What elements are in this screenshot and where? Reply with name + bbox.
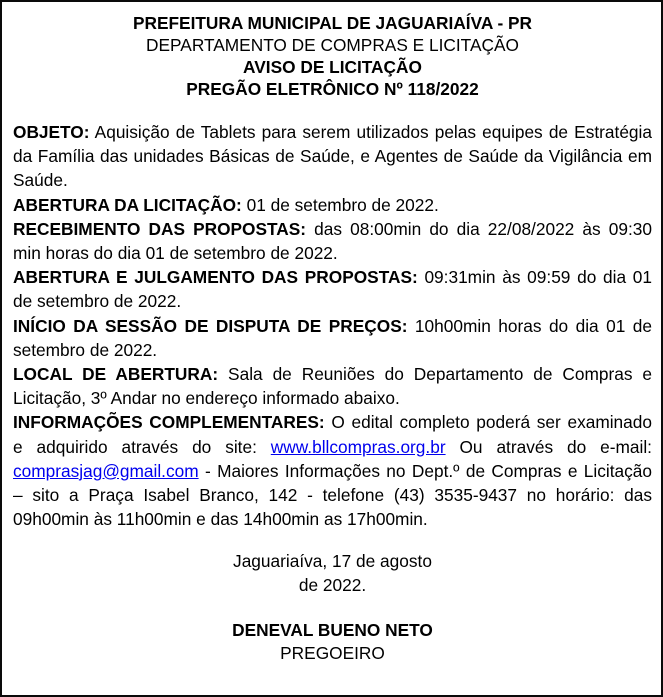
recebimento-propostas-text: das 08:00min do dia 22/08/2022 às 09:30 min horas do dia 01 de setembro de 2022.	[13, 218, 652, 264]
informacoes-text-before-site: O edital completo poderá ser examinado e adquirido através do site:	[13, 412, 653, 457]
abertura-julgamento-label: ABERTURA E JULGAMENTO DAS PROPOSTAS:	[13, 267, 418, 288]
header-municipality: PREFEITURA MUNICIPAL DE JAGUARIAÍVA - PR	[132, 13, 533, 33]
header-notice-type: AVISO DE LICITAÇÃO	[243, 57, 422, 77]
local-abertura-text: Sala de Reuniões do Departamento de Compras e Licitação, 3º Andar no endereço informado abaixo.	[13, 364, 653, 409]
email-link[interactable]: comprasjag@gmail.com	[13, 460, 199, 481]
date-line-1: Jaguariaíva, 17 de agosto	[233, 551, 432, 572]
paragraph-objeto	[13, 120, 652, 193]
date-line-2: de 2022.	[298, 575, 367, 596]
date-block	[13, 549, 652, 597]
objeto-label: OBJETO:	[13, 122, 90, 142]
header-department: DEPARTAMENTO DE COMPRAS E LICITAÇÃO	[146, 35, 519, 55]
document-footer	[13, 549, 652, 665]
abertura-licitacao-text: 01 de setembro de 2022.	[241, 194, 439, 215]
abertura-licitacao-label: ABERTURA DA LICITAÇÃO:	[13, 194, 242, 215]
objeto-text: Aquisição de Tablets para serem utilizados pelas equipes de Estratégia da Família das unidades Básicas de Saúde, e Agentes de Saúde da Vigilância em Saúde.	[13, 122, 652, 191]
informacoes-complementares-label: INFORMAÇÕES COMPLEMENTARES:	[13, 412, 325, 433]
site-link[interactable]: www.bllcompras.org.br	[270, 436, 446, 457]
document-header	[13, 12, 652, 100]
signature-role: PREGOEIRO	[280, 643, 385, 664]
informacoes-text-before-email: Ou através do e-mail:	[445, 436, 652, 457]
header-auction-number: PREGÃO ELETRÔNICO Nº 118/2022	[186, 79, 479, 99]
inicio-disputa-label: INÍCIO DA SESSÃO DE DISPUTA DE PREÇOS:	[13, 315, 408, 336]
paragraph-recebimento-propostas	[13, 217, 652, 265]
paragraph-abertura-licitacao	[13, 193, 652, 217]
paragraph-abertura-julgamento	[13, 265, 652, 313]
paragraph-informacoes-complementares	[13, 410, 652, 531]
paragraph-inicio-disputa	[13, 314, 652, 362]
local-abertura-label: LOCAL DE ABERTURA:	[13, 364, 219, 385]
informacoes-text-after-email: - Maiores Informações no Dept.º de Compras e Licitação – sito a Praça Isabel Branco, 142 - telefone (43) 3535-9437 no horário: das 09h00min às 11h00min e das 14h00min as 17h00min.	[13, 460, 652, 530]
document-body	[13, 120, 652, 531]
paragraph-local-abertura	[13, 362, 652, 410]
signature-block	[13, 619, 652, 665]
inicio-disputa-text: 10h00min horas do dia 01 de setembro de 2022.	[13, 315, 652, 360]
abertura-julgamento-text: 09:31min às 09:59 do dia 01 de setembro de 2022.	[13, 267, 652, 312]
recebimento-propostas-label: RECEBIMENTO DAS PROPOSTAS:	[13, 218, 307, 239]
signature-name: DENEVAL BUENO NETO	[232, 620, 433, 641]
